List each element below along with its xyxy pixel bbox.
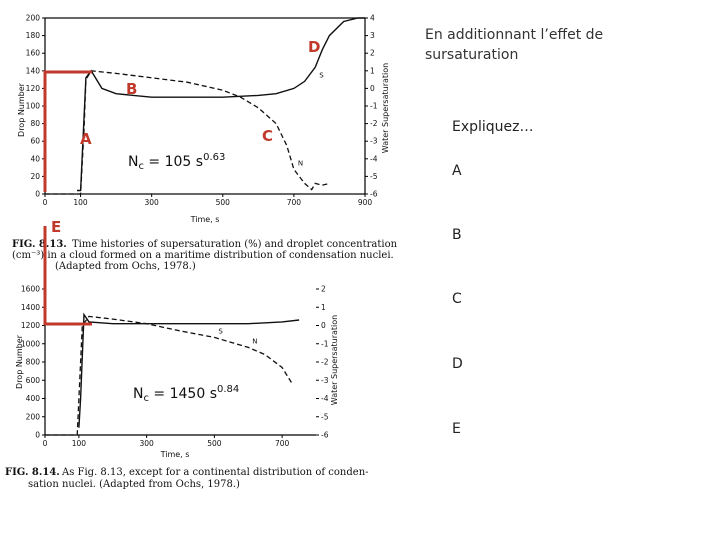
y2-tick-label: 4 <box>370 13 375 23</box>
formula-2-sub: c <box>143 393 149 404</box>
x-axis-label-2: Time, s <box>160 450 190 459</box>
x-tick-label: 300 <box>139 439 154 448</box>
y2-tick-label: -6 <box>370 189 378 199</box>
x-tick-label: 0 <box>42 439 48 448</box>
option-d[interactable]: D <box>452 356 463 372</box>
y-tick-label: 600 <box>25 375 40 385</box>
x-tick-label: 100 <box>71 439 87 448</box>
y-tick-label: 40 <box>30 154 40 164</box>
y2-tick-label: -1 <box>370 101 378 111</box>
marker-e: E <box>51 218 62 236</box>
x-tick-label: 900 <box>357 198 373 207</box>
y2-ticks-1 <box>365 14 378 199</box>
y-axis-label-1: Drop Number <box>17 83 26 137</box>
marker-b: B <box>126 80 138 98</box>
series-label-s: S <box>319 71 324 80</box>
y2-tick-label: -2 <box>321 357 329 367</box>
option-c[interactable]: C <box>452 291 462 307</box>
formula-1-base: N <box>128 154 139 170</box>
y2-tick-label: 0 <box>321 321 326 330</box>
y2-tick-label: -4 <box>370 154 378 164</box>
y-tick-label: 0 <box>35 430 40 440</box>
series-label-n: N <box>297 159 304 168</box>
x-ticks-2 <box>43 435 290 448</box>
y2-tick-label: -5 <box>370 171 378 181</box>
caption-line-2b: sation nuclei. (Adapted from Ochs, 1978.) <box>28 479 240 490</box>
y2-tick-label: -1 <box>321 339 329 349</box>
y2-tick-label: 1 <box>370 66 375 76</box>
y-tick-label: 60 <box>30 136 40 146</box>
y2-tick-label: 0 <box>370 83 375 93</box>
marker-c: C <box>262 127 274 145</box>
chart-continental <box>5 285 369 491</box>
x-axis-label-1: Time, s <box>190 215 220 224</box>
y-axis-label-2: Drop Number <box>15 335 24 389</box>
y-tick-label: 800 <box>25 357 40 367</box>
x-tick-label: 300 <box>144 198 159 207</box>
y-tick-label: 1600 <box>20 284 40 294</box>
formula-2-exp: 0.84 <box>217 384 240 395</box>
caption-line-1a: Time histories of supersaturation (%) and droplet concentration <box>72 239 398 250</box>
y-tick-label: 140 <box>25 66 40 76</box>
y-ticks-1 <box>26 14 45 199</box>
y-tick-label: 200 <box>25 13 40 23</box>
y2-axis-label-1: Water Supersaturation <box>381 62 390 154</box>
caption-label-2: FIG. 8.14. <box>5 467 60 478</box>
y-tick-label: 400 <box>25 394 40 403</box>
x-tick-label: 500 <box>207 439 222 448</box>
y-ticks-2 <box>21 285 45 440</box>
option-e[interactable]: E <box>452 421 461 437</box>
option-a[interactable]: A <box>452 163 462 179</box>
y2-tick-label: -2 <box>370 119 378 129</box>
series-label-s: S <box>218 327 223 336</box>
y-tick-label: 1400 <box>20 302 40 312</box>
panel-title-line-1: En additionnant l’effet de <box>425 27 604 43</box>
formula-continental <box>133 384 239 404</box>
marker-d: D <box>308 38 321 56</box>
x-tick-label: 0 <box>42 198 48 207</box>
y2-tick-label: -3 <box>321 375 329 385</box>
x-tick-label: 100 <box>73 198 88 207</box>
x-tick-label: 500 <box>215 198 230 207</box>
y-tick-label: 0 <box>35 189 40 199</box>
formula-maritime <box>128 152 225 172</box>
y-tick-label: 160 <box>25 48 40 58</box>
y-tick-label: 80 <box>30 119 40 129</box>
series-line-s <box>79 315 299 428</box>
y2-tick-label: -3 <box>370 136 378 146</box>
right-panel <box>425 27 603 437</box>
y2-tick-label: 3 <box>370 31 375 41</box>
y2-tick-label: 1 <box>321 302 326 312</box>
y2-tick-label: 2 <box>370 48 375 58</box>
y2-tick-label: -4 <box>321 394 329 403</box>
caption-line-1c: (Adapted from Ochs, 1978.) <box>55 261 196 272</box>
formula-1-exp: 0.63 <box>203 152 226 163</box>
option-b[interactable]: B <box>452 227 462 243</box>
series-group-2 <box>45 315 299 435</box>
y2-axis-label-2: Water Supersaturation <box>330 314 339 406</box>
formula-2-eq: = 1450 s <box>148 386 217 402</box>
y2-tick-label: -5 <box>321 412 329 422</box>
prompt-text: Expliquez… <box>452 119 534 135</box>
x-ticks-1 <box>43 194 373 207</box>
series-line-s <box>77 18 365 191</box>
y-tick-label: 1000 <box>20 339 40 349</box>
x-tick-label: 700 <box>286 198 302 207</box>
chart-maritime <box>12 14 398 273</box>
caption-label-1: FIG. 8.13. <box>12 239 67 250</box>
formula-1-sub: c <box>138 161 144 172</box>
formula-1-eq: = 105 s <box>143 154 204 170</box>
y-tick-label: 100 <box>25 101 40 111</box>
y-tick-label: 200 <box>25 412 40 422</box>
panel-title-line-2: sursaturation <box>425 47 519 63</box>
series-label-n: N <box>252 337 258 346</box>
x-tick-label: 700 <box>274 439 290 448</box>
y-tick-label: 180 <box>25 31 40 41</box>
formula-2-base: N <box>133 386 144 402</box>
caption-line-1b: (cm⁻³) in a cloud formed on a maritime distribution of condensation nuclei. <box>12 250 394 261</box>
marker-a: A <box>80 130 92 148</box>
y-tick-label: 1200 <box>20 321 40 330</box>
caption-line-2a: As Fig. 8.13, except for a continental distribution of conden- <box>62 467 369 478</box>
y-tick-label: 120 <box>25 83 40 93</box>
y2-ticks-2 <box>316 285 329 440</box>
y2-tick-label: -6 <box>321 430 329 440</box>
y-tick-label: 20 <box>30 171 40 181</box>
y2-tick-label: 2 <box>321 284 326 294</box>
